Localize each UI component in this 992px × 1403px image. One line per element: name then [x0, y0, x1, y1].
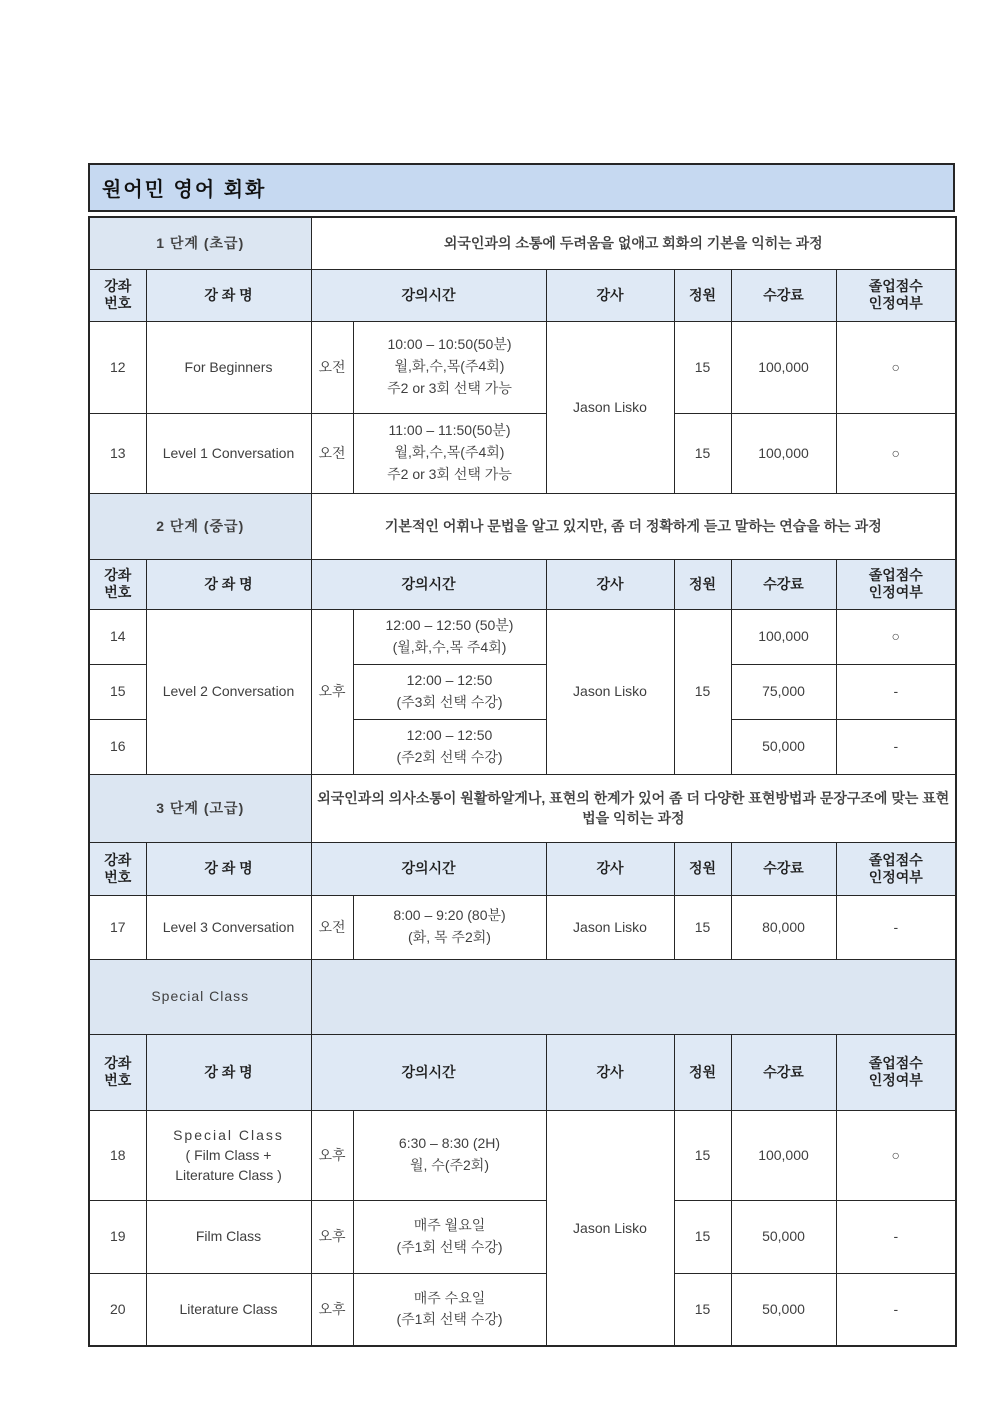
fee-cell: 50,000 — [731, 1273, 836, 1346]
col-header-fee: 수강료 — [731, 559, 836, 609]
col-header-course-name: 강 좌 명 — [146, 1034, 311, 1110]
col-header-fee: 수강료 — [731, 1034, 836, 1110]
column-header-row — [89, 269, 956, 321]
col-header-time: 강의시간 — [311, 269, 546, 321]
instructor-cell: Jason Lisko — [546, 1110, 674, 1346]
ampm-cell: 오후 — [311, 609, 353, 774]
section-3-header-row — [89, 774, 956, 842]
course-name-cell: Level 3 Conversation — [146, 895, 311, 959]
course-no-cell: 13 — [89, 413, 146, 493]
course-name-cell: Special Class ( Film Class + Literature Class ) — [146, 1110, 311, 1200]
section-2-description: 기본적인 어휘나 문법을 알고 있지만, 좀 더 정확하게 듣고 말하는 연습을 하는 과정 — [311, 493, 956, 559]
course-no-cell: 18 — [89, 1110, 146, 1200]
section-4-empty-cell — [311, 959, 956, 1034]
credit-cell: ○ — [836, 609, 956, 664]
instructor-cell: Jason Lisko — [546, 609, 674, 774]
course-no-cell: 14 — [89, 609, 146, 664]
column-header-row — [89, 1034, 956, 1110]
ampm-cell: 오전 — [311, 895, 353, 959]
page-title: 원어민 영어 회화 — [102, 179, 267, 201]
col-header-course-name: 강 좌 명 — [146, 269, 311, 321]
section-2-header-row — [89, 493, 956, 559]
credit-cell: - — [836, 1200, 956, 1273]
time-cell: 6:30 – 8:30 (2H) 월, 수(주2회) — [353, 1110, 546, 1200]
table-row — [89, 413, 956, 493]
col-header-instructor: 강사 — [546, 842, 674, 895]
capacity-cell: 15 — [674, 321, 731, 413]
col-header-capacity: 정원 — [674, 269, 731, 321]
ampm-cell: 오후 — [311, 1273, 353, 1346]
fee-cell: 100,000 — [731, 321, 836, 413]
section-2-label: 2 단계 (중급) — [89, 493, 311, 559]
course-name-cell: Level 1 Conversation — [146, 413, 311, 493]
col-header-instructor: 강사 — [546, 559, 674, 609]
col-header-course-no: 강좌 번호 — [89, 269, 146, 321]
course-name-cell: For Beginners — [146, 321, 311, 413]
col-header-credit: 졸업점수 인정여부 — [836, 842, 956, 895]
instructor-cell: Jason Lisko — [546, 321, 674, 493]
section-1-label: 1 단계 (초급) — [89, 217, 311, 269]
time-cell: 11:00 – 11:50(50분) 월,화,수,목(주4회) 주2 or 3회 선택 가능 — [353, 413, 546, 493]
credit-cell: ○ — [836, 321, 956, 413]
credit-cell: ○ — [836, 1110, 956, 1200]
course-name-cell: Film Class — [146, 1200, 311, 1273]
fee-cell: 80,000 — [731, 895, 836, 959]
ampm-cell: 오후 — [311, 1200, 353, 1273]
course-no-cell: 16 — [89, 719, 146, 774]
capacity-cell: 15 — [674, 413, 731, 493]
capacity-cell: 15 — [674, 1273, 731, 1346]
col-header-course-name: 강 좌 명 — [146, 842, 311, 895]
col-header-credit: 졸업점수 인정여부 — [836, 559, 956, 609]
capacity-cell: 15 — [674, 1110, 731, 1200]
time-cell: 12:00 – 12:50 (50분) (월,화,수,목 주4회) — [353, 609, 546, 664]
course-table — [88, 216, 957, 1347]
credit-cell: - — [836, 1273, 956, 1346]
ampm-cell: 오전 — [311, 321, 353, 413]
capacity-cell: 15 — [674, 895, 731, 959]
section-4-header-row — [89, 959, 956, 1034]
column-header-row — [89, 559, 956, 609]
fee-cell: 50,000 — [731, 719, 836, 774]
col-header-capacity: 정원 — [674, 1034, 731, 1110]
col-header-time: 강의시간 — [311, 559, 546, 609]
col-header-time: 강의시간 — [311, 842, 546, 895]
course-no-cell: 17 — [89, 895, 146, 959]
table-row — [89, 1200, 956, 1273]
course-no-cell: 20 — [89, 1273, 146, 1346]
table-row — [89, 609, 956, 664]
table-row — [89, 321, 956, 413]
time-cell: 12:00 – 12:50 (주3회 선택 수강) — [353, 664, 546, 719]
section-4-label: Special Class — [89, 959, 311, 1034]
col-header-fee: 수강료 — [731, 269, 836, 321]
fee-cell: 100,000 — [731, 413, 836, 493]
fee-cell: 75,000 — [731, 664, 836, 719]
col-header-credit: 졸업점수 인정여부 — [836, 1034, 956, 1110]
document-page — [88, 163, 955, 1347]
col-header-course-no: 강좌 번호 — [89, 559, 146, 609]
col-header-course-name: 강 좌 명 — [146, 559, 311, 609]
col-header-time: 강의시간 — [311, 1034, 546, 1110]
fee-cell: 100,000 — [731, 609, 836, 664]
col-header-capacity: 정원 — [674, 842, 731, 895]
time-cell: 8:00 – 9:20 (80분) (화, 목 주2회) — [353, 895, 546, 959]
credit-cell: ○ — [836, 413, 956, 493]
col-header-credit: 졸업점수 인정여부 — [836, 269, 956, 321]
col-header-instructor: 강사 — [546, 1034, 674, 1110]
capacity-cell: 15 — [674, 609, 731, 774]
col-header-course-no: 강좌 번호 — [89, 842, 146, 895]
col-header-fee: 수강료 — [731, 842, 836, 895]
col-header-course-no: 강좌 번호 — [89, 1034, 146, 1110]
course-no-cell: 12 — [89, 321, 146, 413]
section-3-label: 3 단계 (고급) — [89, 774, 311, 842]
section-3-description: 외국인과의 의사소통이 원활하알게나, 표현의 한계가 있어 좀 더 다양한 표현방법과 문장구조에 맞는 표현법을 익히는 과정 — [311, 774, 956, 842]
table-row — [89, 1273, 956, 1346]
col-header-capacity: 정원 — [674, 559, 731, 609]
course-no-cell: 15 — [89, 664, 146, 719]
course-name-cell: Literature Class — [146, 1273, 311, 1346]
credit-cell: - — [836, 664, 956, 719]
credit-cell: - — [836, 719, 956, 774]
course-name-cell: Level 2 Conversation — [146, 609, 311, 774]
table-row — [89, 1110, 956, 1200]
document-title-bar — [88, 163, 955, 212]
time-cell: 매주 수요일 (주1회 선택 수강) — [353, 1273, 546, 1346]
course-no-cell: 19 — [89, 1200, 146, 1273]
time-cell: 12:00 – 12:50 (주2회 선택 수강) — [353, 719, 546, 774]
col-header-instructor: 강사 — [546, 269, 674, 321]
instructor-cell: Jason Lisko — [546, 895, 674, 959]
column-header-row — [89, 842, 956, 895]
ampm-cell: 오후 — [311, 1110, 353, 1200]
credit-cell: - — [836, 895, 956, 959]
fee-cell: 50,000 — [731, 1200, 836, 1273]
section-1-description: 외국인과의 소통에 두려움을 없애고 회화의 기본을 익히는 과정 — [311, 217, 956, 269]
fee-cell: 100,000 — [731, 1110, 836, 1200]
time-cell: 10:00 – 10:50(50분) 월,화,수,목(주4회) 주2 or 3회 선택 가능 — [353, 321, 546, 413]
ampm-cell: 오전 — [311, 413, 353, 493]
capacity-cell: 15 — [674, 1200, 731, 1273]
table-row — [89, 895, 956, 959]
section-1-header-row — [89, 217, 956, 269]
time-cell: 매주 월요일 (주1회 선택 수강) — [353, 1200, 546, 1273]
